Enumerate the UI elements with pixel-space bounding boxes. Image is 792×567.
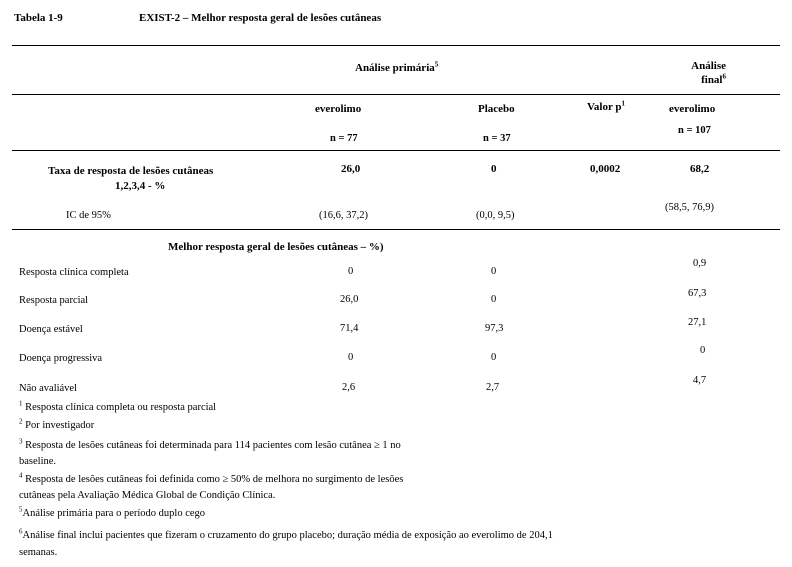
- footnote-cont: semanas.: [19, 547, 58, 558]
- table-number: Tabela 1-9: [14, 12, 63, 24]
- col-everolimus-final: everolimo: [669, 103, 716, 115]
- ci-placebo: (0,0, 9,5): [476, 210, 515, 221]
- ci-final: (58,5, 76,9): [665, 202, 714, 213]
- final-analysis-header-line1: Análise: [691, 60, 726, 72]
- row-label: Resposta clínica completa: [19, 267, 129, 278]
- row-everolimus: 0: [348, 352, 354, 363]
- row-placebo: 0: [491, 352, 497, 363]
- col-placebo: Placebo: [478, 103, 515, 115]
- rule-body: [12, 229, 780, 230]
- row-final: 0: [700, 345, 706, 356]
- row-placebo: 0: [491, 266, 497, 277]
- footnote: $^4$ Resposta de lesões cutâneas foi definida como ≥ 50% de melhora no surgimento de lesões: [19, 471, 404, 485]
- response-rate-label: Taxa de resposta de lesões cutâneas: [48, 165, 214, 177]
- row-everolimus: 0: [348, 266, 354, 277]
- response-rate-pvalue: 0,0002: [590, 163, 621, 175]
- response-rate-everolimus: 26,0: [341, 163, 361, 175]
- ci-label: IC de 95%: [66, 210, 111, 221]
- row-placebo: 2,7: [486, 382, 500, 393]
- row-label: Não avaliável: [19, 383, 78, 394]
- row-final: 4,7: [693, 375, 707, 386]
- n-placebo: n = 37: [483, 133, 511, 144]
- row-placebo: 97,3: [485, 323, 504, 334]
- footnote: $^2$ Por investigador: [19, 417, 95, 431]
- footnote-cont: cutâneas pela Avaliação Médica Global de Condição Clínica.: [19, 490, 276, 501]
- rule-header: [12, 94, 780, 95]
- row-everolimus: 26,0: [340, 294, 359, 305]
- footnote: $^5$Análise primária para o período duplo cego: [19, 505, 206, 519]
- footnote: $^3$ Resposta de lesões cutâneas foi determinada para 114 pacientes com lesão cutânea ≥ 1 no: [19, 437, 401, 451]
- n-everolimus: n = 77: [330, 133, 358, 144]
- response-rate-final: 68,2: [690, 163, 710, 175]
- footnote: $^6$Análise final inclui pacientes que fizeram o cruzamento do grupo placebo; duração média de exposição ao everolimo de 204,1: [19, 527, 553, 541]
- final-analysis-header-line2: final$^6$: [701, 72, 726, 86]
- row-everolimus: 71,4: [340, 323, 359, 334]
- footnote: $^1$ Resposta clínica completa ou resposta parcial: [19, 399, 217, 413]
- best-response-heading: Melhor resposta geral de lesões cutâneas – %): [168, 241, 384, 253]
- rule-subheader: [12, 150, 780, 151]
- rule-top: [12, 45, 780, 46]
- row-everolimus: 2,6: [342, 382, 356, 393]
- row-final: 0,9: [693, 258, 707, 269]
- row-label: Doença progressiva: [19, 353, 103, 364]
- n-final: n = 107: [678, 125, 711, 136]
- row-final: 27,1: [688, 317, 707, 328]
- response-rate-placebo: 0: [491, 163, 497, 175]
- row-label: Doença estável: [19, 324, 83, 335]
- table-title: EXIST-2 – Melhor resposta geral de lesões cutâneas: [139, 12, 382, 24]
- row-placebo: 0: [491, 294, 497, 305]
- col-everolimus: everolimo: [315, 103, 362, 115]
- col-pvalue: Valor $p^1$: [587, 99, 626, 113]
- response-rate-label-line2: 1,2,3,4 - %: [115, 180, 166, 192]
- ci-everolimus: (16,6, 37,2): [319, 210, 368, 221]
- row-final: 67,3: [688, 288, 707, 299]
- footnote-cont: baseline.: [19, 456, 57, 467]
- primary-analysis-header: Análise primária$^5$: [355, 60, 439, 74]
- row-label: Resposta parcial: [19, 295, 89, 306]
